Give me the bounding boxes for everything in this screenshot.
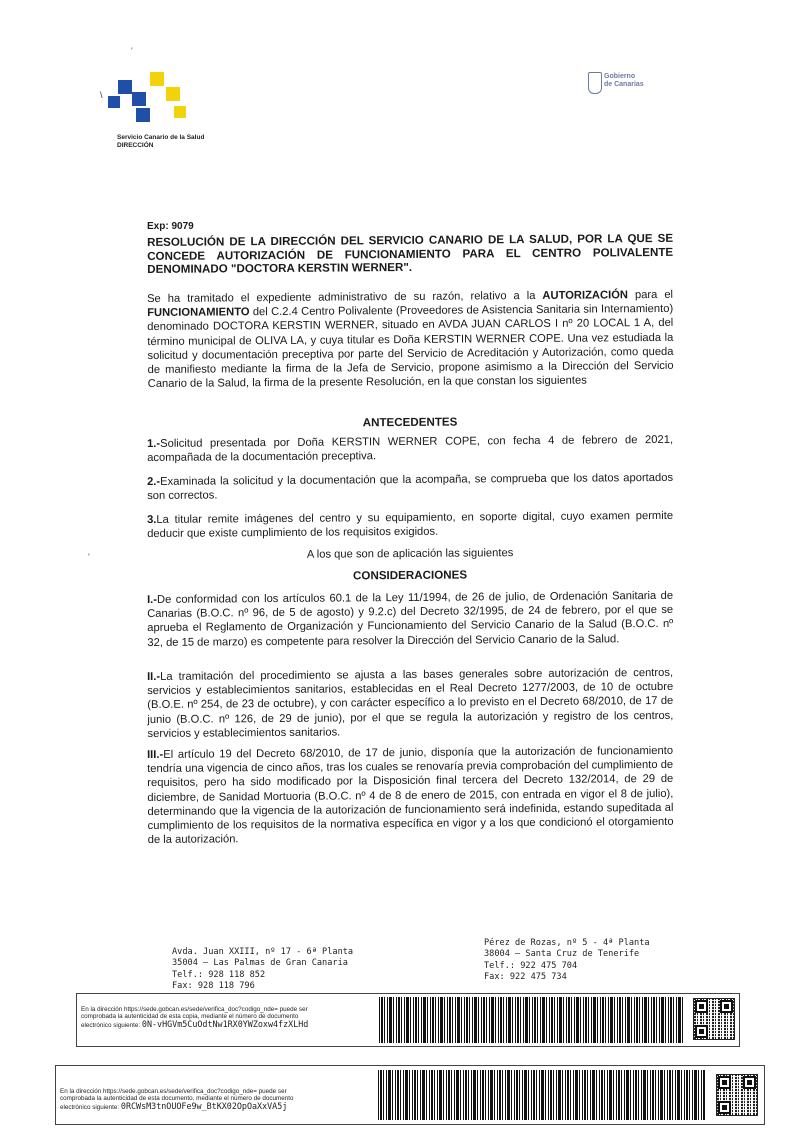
verification-line: En la dirección https://sede.gobcan.es/sede/verifica_doc?codigo_nde= puede ser bbox=[81, 1006, 308, 1013]
address-las-palmas bbox=[172, 947, 353, 993]
antecedente-number: 3. bbox=[147, 513, 157, 526]
organization-name bbox=[117, 134, 204, 149]
gob-line1: Gobierno bbox=[604, 73, 636, 80]
consideracion-number: II.- bbox=[147, 670, 161, 683]
address-santa-cruz bbox=[484, 938, 650, 984]
barcode bbox=[378, 1070, 706, 1120]
intro-text-1: Se ha tramitado el expediente administrativo de su razón, relativo a la bbox=[147, 289, 543, 305]
intro-paragraph bbox=[147, 288, 674, 392]
antecedente-number: 1.- bbox=[147, 437, 161, 450]
coat-of-arms-icon bbox=[588, 72, 602, 94]
gob-line2: de Canarias bbox=[604, 81, 644, 88]
antecedente-number: 2.- bbox=[147, 475, 161, 488]
consideraciones-heading: CONSIDERACIONES bbox=[352, 568, 468, 583]
intro-bold-2: FUNCIONAMIENTO bbox=[147, 306, 250, 320]
consideracion-2 bbox=[147, 666, 674, 741]
consideracion-3 bbox=[147, 744, 674, 848]
antecedente-2 bbox=[147, 471, 673, 504]
verification-code: 0N-vHGVm5CuOdtNw1RX0YWZoxw4fzXLHd bbox=[141, 1018, 309, 1029]
consideracion-number: I.- bbox=[147, 593, 158, 606]
expedient-number: Exp: 9079 bbox=[147, 221, 194, 232]
margin-mark: ' bbox=[131, 46, 133, 56]
verification-label: electrónico siguiente: bbox=[60, 1103, 120, 1111]
address-phone: Telf.: 928 118 852 bbox=[172, 969, 266, 980]
org-line1: Servicio Canario de la Salud bbox=[117, 134, 205, 141]
verification-line: comprobada la autenticidad de esta documento, mediante el número de documento bbox=[60, 1095, 294, 1103]
verification-line: En la dirección https://sede.gobcan.es/sede/verifica_doc?codigo_nde= puede ser bbox=[60, 1088, 287, 1095]
gobierno-canarias-logo bbox=[588, 70, 650, 96]
verification-label: electrónico siguiente: bbox=[81, 1021, 141, 1029]
antecedente-text: Examinada la solicitud y la documentación que la acompaña, se comprueba que los datos aportados son correctos. bbox=[147, 471, 674, 503]
verification-code: 0RCWsM3tnOUOFe9w_BtKX02OpOaXxVA5j bbox=[120, 1100, 288, 1111]
margin-mark: ' bbox=[88, 552, 90, 562]
consideracion-1 bbox=[147, 589, 673, 650]
antecedente-text: Solicitud presentada por Doña KERSTIN WERNER COPE, con fecha 4 de febrero de 2021, acompañada de la documentación preceptiva. bbox=[147, 433, 674, 465]
qr-code bbox=[693, 998, 735, 1040]
antecedente-3 bbox=[147, 509, 673, 542]
address-line: Avda. Juan XXIII, nº 17 - 6ª Planta bbox=[172, 947, 354, 957]
address-fax: Fax: 928 118 796 bbox=[172, 981, 255, 992]
address-fax: Fax: 922 475 734 bbox=[484, 972, 567, 983]
verification-box-copy bbox=[76, 993, 740, 1047]
address-line: Pérez de Rozas, nº 5 - 4ª Planta bbox=[484, 938, 650, 948]
margin-mark: \ bbox=[100, 90, 103, 100]
address-line: 35004 – Las Palmas de Gran Canaria bbox=[172, 958, 348, 969]
intro-text-3: del C.2.4 Centro Polivalente (Proveedores de Asistencia Sanitaria sin Internamiento) denominado DOCTORA KERSTIN WERNER, situado en AVDA JUAN CARLOS I nº 20 LOCAL 1 A, del término municipal de OLIVA LA, y cuya titular es Doña KERSTIN WERNER COPE. Una vez estudiada la solicitud y documentación preceptiva por parte del Servicio de Acreditación y Autorización, como queda de manifiesto mediante la firma de la Jefa de Servicio, propone asimismo a la Dirección del Servicio Canario de la Salud, la firma de la presente Resolución, en la que constan los siguientes bbox=[147, 303, 674, 391]
antecedente-text: La titular remite imágenes del centro y su equipamiento, en soporte digital, cuyo examen permite deducir que existe cumplimiento de los requisitos exigidos. bbox=[147, 509, 674, 541]
intro-bold-1: AUTORIZACIÓN bbox=[542, 289, 629, 302]
document-title: RESOLUCIÓN DE LA DIRECCIÓN DEL SERVICIO CANARIO DE LA SALUD, POR LA QUE SE CONCEDE AUTORIZACIÓN DE FUNCIONAMIENTO PARA EL CENTRO POLIVALENTE DENOMINADO "DOCTORA KERSTIN WERNER". bbox=[147, 231, 674, 276]
barcode bbox=[379, 997, 683, 1043]
org-line2: DIRECCIÓN bbox=[117, 141, 154, 149]
address-line: 38004 – Santa Cruz de Tenerife bbox=[484, 949, 640, 960]
aplicacion-line: A los que son de aplicación las siguientes bbox=[306, 547, 514, 561]
consideracion-text: La tramitación del procedimiento se ajusta a las bases generales sobre autorización de centros, servicios y establecimientos sanitarios, establecidas en el Real Decreto 1277/2003, de 10 de octubre (B.O.E. nº 254, de 23 de octubre), y con carácter específico a lo previsto en el Decreto 68/2010, de 17 de junio (B.O.C. nº 126, de 29 de junio), por el que se regula la autorización y registro de los centros, servicios y establecimientos sanitarios. bbox=[147, 666, 674, 740]
qr-code bbox=[716, 1074, 758, 1116]
verification-line: comprobada la autenticidad de esta copia, mediante el número de documento bbox=[81, 1013, 299, 1021]
address-phone: Telf.: 922 475 704 bbox=[484, 960, 578, 971]
verification-box-document bbox=[55, 1065, 765, 1125]
antecedente-1 bbox=[147, 433, 673, 466]
antecedentes-heading: ANTECEDENTES bbox=[362, 415, 458, 430]
consideracion-text: De conformidad con los artículos 60.1 de la Ley 11/1994, de 26 de julio, de Ordenación Sanitaria de Canarias (B.O.C. nº 96, de 5 de agosto) y 9.2.c) del Decreto 32/1995, de 24 de febrero, por el que se aprueba el Reglamento de Organización y Funcionamiento del Servicio Canario de la Salud (B.O.C. nº 32, de 15 de marzo) es competente para resolver la Dirección del Servicio Canario de la Salud. bbox=[147, 589, 674, 649]
scs-logo bbox=[108, 72, 193, 124]
consideracion-text: El artículo 19 del Decreto 68/2010, de 17 de junio, disponía que la autorización de funcionamiento tendría una vigencia de cinco años, tras los cuales se renovaría previa comprobación del cumplimiento de requisitos, pero ha sido modificado por la Disposición final tercera del Decreto 132/2014, de 29 de diciembre, de Sanidad Mortuoria (B.O.C. nº 4 de 8 de enero de 2015, con entrada en vigor el 8 de julio), determinando que la vigencia de la autorización de funcionamiento será indefinida, estando supeditada al cumplimiento de los requisitos de la normativa específica en vigor y a los que condicionó el otorgamiento de la autorización. bbox=[147, 744, 674, 847]
intro-text-2: para el bbox=[627, 288, 674, 302]
consideracion-number: III.- bbox=[147, 748, 164, 761]
